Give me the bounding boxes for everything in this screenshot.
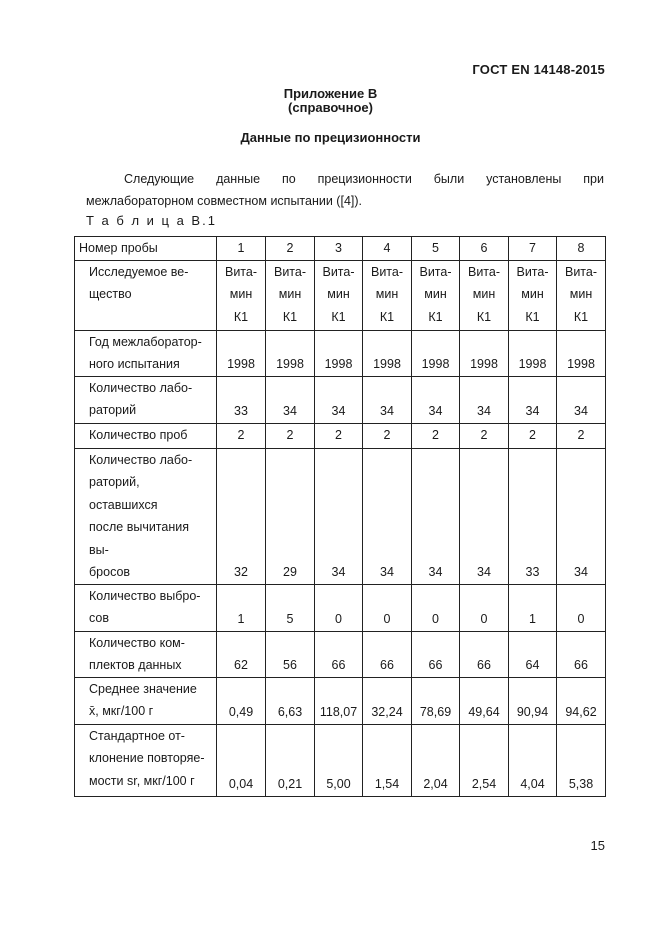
cell-value: 0,49 — [217, 677, 266, 724]
cell-value: 62 — [217, 631, 266, 677]
precision-data-table — [74, 236, 606, 797]
sample-number: 2 — [266, 237, 315, 261]
cell-value: Вита- мин К1 — [363, 260, 412, 330]
cell-value: 1998 — [363, 330, 412, 376]
table-row — [75, 584, 606, 631]
cell-value: 32 — [217, 448, 266, 584]
table-row — [75, 631, 606, 677]
header-label: Номер пробы — [75, 237, 217, 261]
cell-value: 32,24 — [363, 677, 412, 724]
cell-value: 34 — [412, 448, 460, 584]
cell-value: 0,04 — [217, 724, 266, 796]
cell-value: 5,00 — [315, 724, 363, 796]
cell-value: 1998 — [412, 330, 460, 376]
cell-value: 1998 — [460, 330, 509, 376]
cell-value: 2 — [412, 423, 460, 448]
cell-value: Вита- мин К1 — [217, 260, 266, 330]
cell-value: 34 — [315, 376, 363, 423]
table-row — [75, 423, 606, 448]
cell-value: 34 — [460, 376, 509, 423]
cell-value: 34 — [412, 376, 460, 423]
row-label: Количество лабо- раторий — [75, 376, 217, 423]
row-label: Исследуемое ве- щество — [75, 260, 217, 330]
cell-value: 2 — [460, 423, 509, 448]
cell-value: 49,64 — [460, 677, 509, 724]
intro-paragraph: Следующие данные по прецизионности были установлены при межлабораторном совместном испытании ([4]). — [86, 172, 604, 208]
cell-value: 64 — [509, 631, 557, 677]
cell-value: 66 — [460, 631, 509, 677]
cell-value: 1998 — [315, 330, 363, 376]
table-row — [75, 376, 606, 423]
cell-value: 0 — [315, 584, 363, 631]
table-header-row — [75, 237, 606, 261]
cell-value: 2,54 — [460, 724, 509, 796]
row-label: Среднее значение x̄, мкг/100 г — [75, 677, 217, 724]
table-body — [75, 237, 606, 797]
cell-value: 0 — [363, 584, 412, 631]
sample-number: 1 — [217, 237, 266, 261]
appendix-subtitle: (справочное) — [288, 100, 373, 115]
cell-value: 34 — [363, 448, 412, 584]
cell-value: 29 — [266, 448, 315, 584]
cell-value: 2 — [266, 423, 315, 448]
table-row — [75, 260, 606, 330]
cell-value: 66 — [412, 631, 460, 677]
row-label: Количество ком- плектов данных — [75, 631, 217, 677]
cell-value: 34 — [363, 376, 412, 423]
cell-value: 0 — [557, 584, 606, 631]
row-label: Количество проб — [75, 423, 217, 448]
cell-value: 66 — [315, 631, 363, 677]
cell-value: 34 — [460, 448, 509, 584]
cell-value: 1 — [217, 584, 266, 631]
cell-value: 66 — [363, 631, 412, 677]
cell-value: 5,38 — [557, 724, 606, 796]
cell-value: 0,21 — [266, 724, 315, 796]
cell-value: Вита- мин К1 — [412, 260, 460, 330]
cell-value: Вита- мин К1 — [315, 260, 363, 330]
cell-value: 2 — [315, 423, 363, 448]
cell-value: 33 — [217, 376, 266, 423]
table-row — [75, 448, 606, 584]
row-label: Количество выбро- сов — [75, 584, 217, 631]
table-caption: Т а б л и ц а В.1 — [86, 213, 217, 228]
cell-value: 2 — [217, 423, 266, 448]
cell-value: 1,54 — [363, 724, 412, 796]
cell-value: 1998 — [509, 330, 557, 376]
cell-value: 90,94 — [509, 677, 557, 724]
cell-value: 6,63 — [266, 677, 315, 724]
document-code: ГОСТ EN 14148-2015 — [472, 62, 605, 77]
cell-value: 5 — [266, 584, 315, 631]
cell-value: 118,07 — [315, 677, 363, 724]
sample-number: 5 — [412, 237, 460, 261]
cell-value: 1998 — [266, 330, 315, 376]
cell-value: 2 — [509, 423, 557, 448]
cell-value: 1 — [509, 584, 557, 631]
cell-value: Вита- мин К1 — [460, 260, 509, 330]
cell-value: 2,04 — [412, 724, 460, 796]
cell-value: 0 — [460, 584, 509, 631]
cell-value: 34 — [315, 448, 363, 584]
cell-value: 2 — [557, 423, 606, 448]
cell-value: Вита- мин К1 — [509, 260, 557, 330]
sample-number: 6 — [460, 237, 509, 261]
sample-number: 8 — [557, 237, 606, 261]
cell-value: 34 — [557, 376, 606, 423]
cell-value: 33 — [509, 448, 557, 584]
cell-value: 1998 — [217, 330, 266, 376]
cell-value: 0 — [412, 584, 460, 631]
cell-value: Вита- мин К1 — [266, 260, 315, 330]
cell-value: 34 — [509, 376, 557, 423]
sample-number: 3 — [315, 237, 363, 261]
appendix-title: Приложение В — [283, 86, 378, 101]
table-row — [75, 330, 606, 376]
cell-value: 2 — [363, 423, 412, 448]
sample-number: 4 — [363, 237, 412, 261]
cell-value: Вита- мин К1 — [557, 260, 606, 330]
row-label: Стандартное от- клонение повторяе- мости sr, мкг/100 г — [75, 724, 217, 796]
cell-value: 34 — [266, 376, 315, 423]
page-number: 15 — [590, 838, 605, 853]
cell-value: 94,62 — [557, 677, 606, 724]
table-row — [75, 724, 606, 796]
row-label: Год межлаборатор- ного испытания — [75, 330, 217, 376]
cell-value: 66 — [557, 631, 606, 677]
cell-value: 34 — [557, 448, 606, 584]
cell-value: 78,69 — [412, 677, 460, 724]
sample-number: 7 — [509, 237, 557, 261]
cell-value: 56 — [266, 631, 315, 677]
table-row — [75, 677, 606, 724]
cell-value: 4,04 — [509, 724, 557, 796]
cell-value: 1998 — [557, 330, 606, 376]
section-title: Данные по прецизионности — [240, 130, 421, 145]
row-label: Количество лабо- раторий, оставшихся после вычитания вы- бросов — [75, 448, 217, 584]
